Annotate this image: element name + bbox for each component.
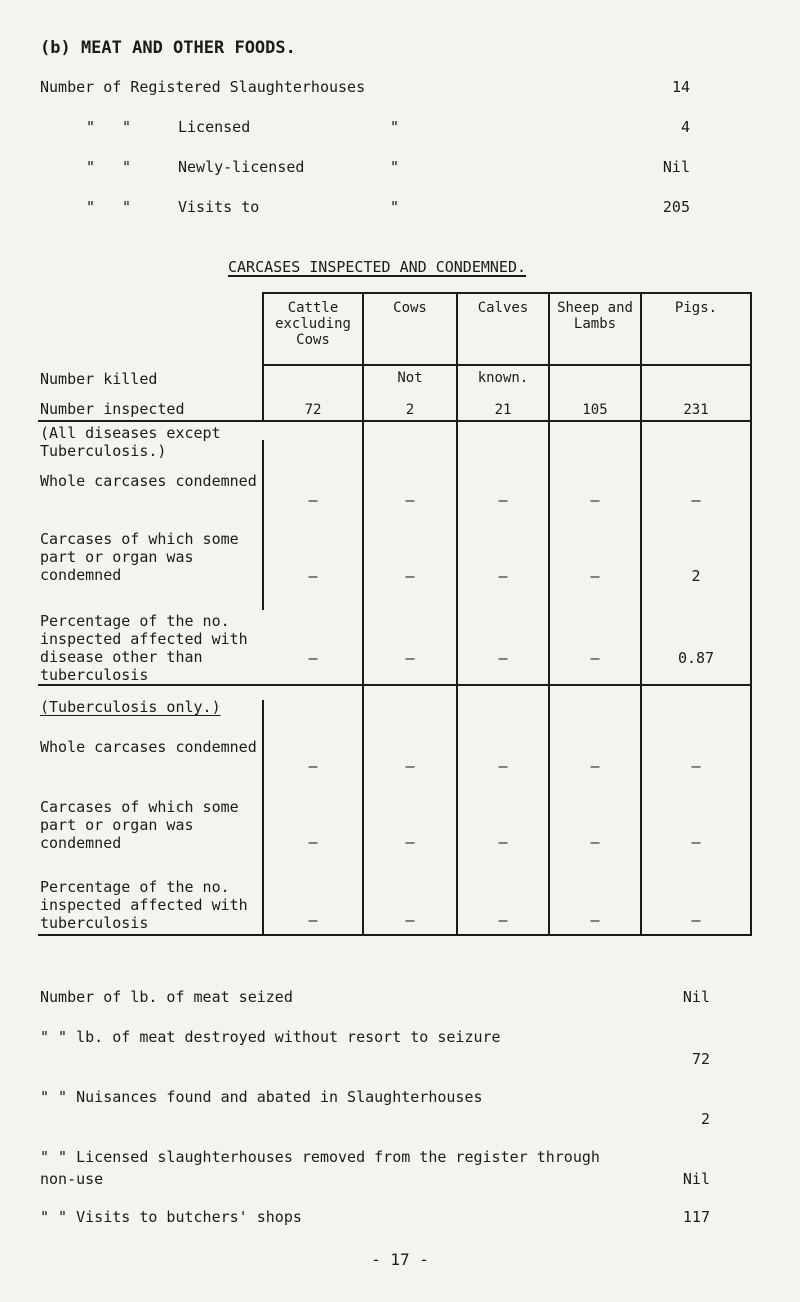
summary-row [40, 78, 365, 96]
footer-item-label: " " Nuisances found and abated in Slaughterhouses [40, 1088, 483, 1106]
summary-ditto: " [122, 198, 132, 216]
inspected-cell: 2 [405, 402, 415, 418]
column-header-sheep: Sheep and Lambs [557, 300, 633, 332]
table-rule [640, 292, 642, 936]
value-cell: – [405, 911, 415, 929]
row-label: Whole carcases condemned [40, 738, 257, 756]
summary-ditto: " [390, 158, 400, 176]
table-rule [262, 292, 752, 294]
table-rule [262, 292, 264, 422]
value-cell: – [405, 757, 415, 775]
table-rule [362, 292, 364, 936]
footer-item-value: 117 [682, 1208, 710, 1226]
table-rule [548, 292, 550, 936]
column-header-calves: Calves [477, 300, 529, 316]
row-label: Percentage of the no. inspected affected with disease other than tuberculosis [40, 612, 248, 684]
table-rule [38, 684, 752, 686]
value-cell: – [308, 491, 318, 509]
summary-value: Nil [662, 158, 690, 176]
summary-label: Licensed [178, 118, 251, 136]
row-label-killed: Number killed [40, 370, 158, 388]
inspected-cell: 231 [683, 402, 709, 418]
inspected-cell: 105 [582, 402, 608, 418]
summary-ditto: " [86, 198, 96, 216]
value-cell: – [691, 911, 701, 929]
summary-ditto: " [390, 118, 400, 136]
section-heading: (b) MEAT AND OTHER FOODS. [40, 38, 296, 58]
value-cell: – [308, 567, 318, 585]
footer-item-value: 2 [700, 1110, 710, 1128]
footer-item-value: Nil [682, 1170, 710, 1188]
value-cell: – [498, 833, 508, 851]
summary-ditto: " [122, 158, 132, 176]
table-rule [262, 364, 752, 366]
footer-item-label: " " Licensed slaughterhouses removed from the register through non-use [40, 1148, 600, 1188]
summary-label: Visits to [178, 198, 260, 216]
value-cell: 0.87 [677, 649, 715, 667]
value-cell: – [498, 757, 508, 775]
table-rule [456, 292, 458, 936]
footer-item-label: Number of lb. of meat seized [40, 988, 293, 1006]
summary-label: Registered Slaughterhouses [130, 78, 366, 96]
row-label: Carcases of which some part or organ was condemned [40, 530, 239, 584]
row-label: Whole carcases condemned [40, 472, 257, 490]
section-label-tuberculosis: (Tuberculosis only.) [40, 698, 221, 716]
summary-ditto: " [122, 118, 132, 136]
value-cell: – [590, 911, 600, 929]
summary-prefix: of [103, 78, 122, 96]
value-cell: – [308, 649, 318, 667]
value-cell: – [308, 757, 318, 775]
table-rule [38, 420, 752, 422]
value-cell: – [590, 757, 600, 775]
table-heading: CARCASES INSPECTED AND CONDEMNED. [228, 258, 527, 276]
value-cell: – [590, 649, 600, 667]
value-cell: – [498, 911, 508, 929]
summary-label: Newly-licensed [178, 158, 305, 176]
value-cell: – [405, 833, 415, 851]
summary-prefix: Number [40, 78, 95, 96]
value-cell: – [590, 491, 600, 509]
value-cell: – [498, 649, 508, 667]
summary-ditto: " [390, 198, 400, 216]
table-rule [38, 934, 752, 936]
summary-value: 205 [662, 198, 690, 216]
row-label-inspected: Number inspected [40, 400, 185, 418]
summary-ditto: " [86, 158, 96, 176]
value-cell: – [691, 491, 701, 509]
footer-item-value: Nil [682, 988, 710, 1006]
value-cell: – [590, 567, 600, 585]
value-cell: – [405, 567, 415, 585]
summary-value: 4 [680, 118, 690, 136]
column-header-cattle: Cattle excluding Cows [275, 300, 351, 348]
table-rule [262, 440, 264, 610]
value-cell: – [691, 757, 701, 775]
row-label: Carcases of which some part or organ was condemned [40, 798, 239, 852]
value-cell: – [498, 567, 508, 585]
row-label: Percentage of the no. inspected affected with tuberculosis [40, 878, 248, 932]
inspected-cell: 21 [494, 402, 512, 418]
killed-cell: known. [477, 370, 529, 386]
page-number: - 17 - [371, 1250, 429, 1269]
value-cell: 2 [691, 567, 701, 585]
section-label-all-diseases: (All diseases except Tuberculosis.) [40, 424, 221, 460]
footer-item-label: " " Visits to butchers' shops [40, 1208, 302, 1226]
column-header-pigs: Pigs. [674, 300, 718, 316]
table-rule [750, 292, 752, 936]
footer-item-value: 72 [691, 1050, 710, 1068]
value-cell: – [308, 911, 318, 929]
value-cell: – [308, 833, 318, 851]
summary-ditto: " [86, 118, 96, 136]
inspected-cell: 72 [304, 402, 322, 418]
value-cell: – [405, 491, 415, 509]
value-cell: – [590, 833, 600, 851]
killed-cell: Not [397, 370, 423, 386]
value-cell: – [498, 491, 508, 509]
value-cell: – [405, 649, 415, 667]
summary-value: 14 [671, 78, 690, 96]
value-cell: – [691, 833, 701, 851]
footer-item-label: " " lb. of meat destroyed without resort to seizure [40, 1028, 501, 1046]
column-header-cows: Cows [393, 300, 427, 316]
